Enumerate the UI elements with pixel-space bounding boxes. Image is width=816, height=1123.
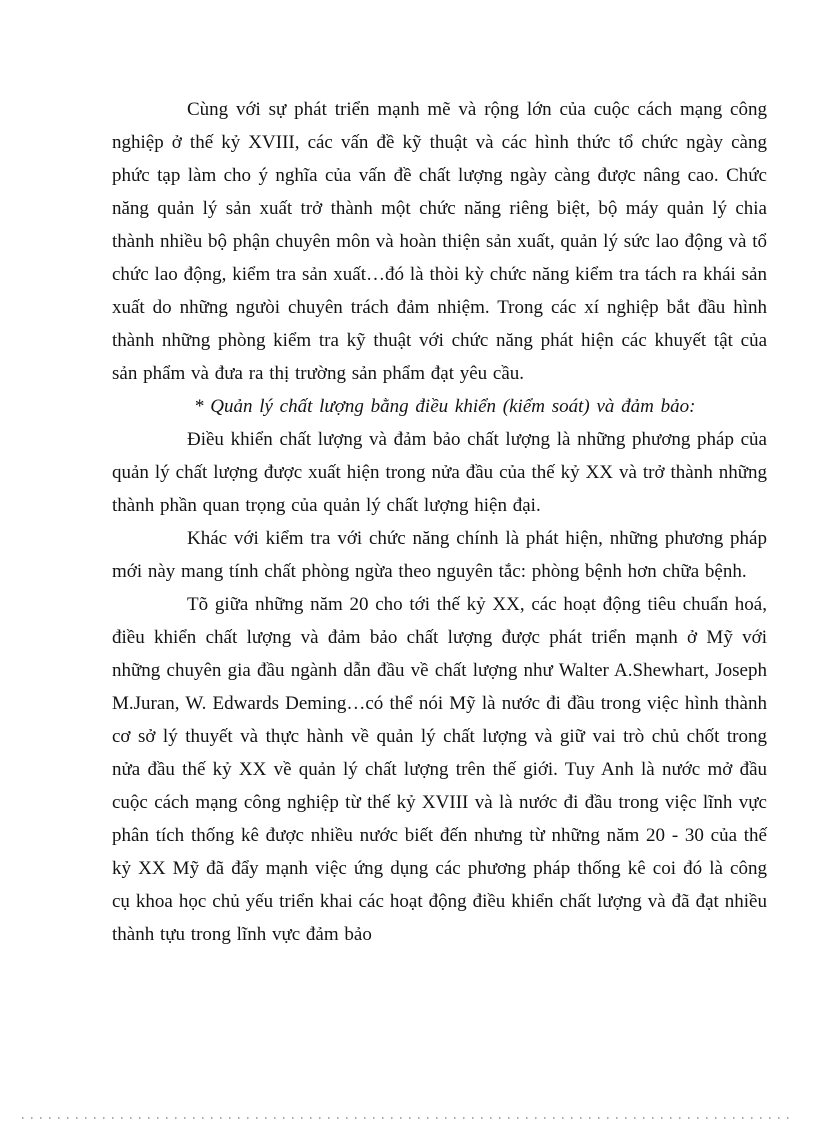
paragraph: Tõ giữa những năm 20 cho tới thế kỷ XX, các hoạt động tiêu chuẩn hoá, điều khiển chất lượng và đảm bảo chất lượng được phát triển mạnh ở Mỹ với những chuyên gia đầu ngành dẫn đầu về chất lượng như Walter A.Shewhart, Joseph M.Juran, W. Edwards Deming…có thể nói Mỹ là nước đi đầu trong việc hình thành cơ sở lý thuyết và thực hành về quản lý chất lượng và giữ vai trò chủ chốt trong nửa đầu thế kỷ XX về quản lý chất lượng trên thế giới. Tuy Anh là nước mở đầu cuộc cách mạng công nghiệp từ thế kỷ XVIII và là nước đi đầu trong việc lĩnh vực phân tích thống kê được nhiều nước biết đến nhưng từ những năm 20 - 30 của thế kỷ XX Mỹ đã đẩy mạnh việc ứng dụng các phương pháp thống kê coi đó là công cụ khoa học chủ yếu triển khai các hoạt động điều khiển chất lượng và đã đạt nhiều thành tựu trong lĩnh vực đảm bảo: [112, 594, 767, 945]
paragraph: Khác với kiểm tra với chức năng chính là phát hiện, những phương pháp mới này mang tính chất phòng ngừa theo nguyên tắc: phòng bệnh hơn chữa bệnh.: [112, 528, 767, 582]
paragraph: Cùng với sự phát triển mạnh mẽ và rộng lớn của cuộc cách mạng công nghiệp ở thế kỷ XVIII, các vấn đề kỹ thuật và các hình thức tổ chức ngày càng phức tạp làm cho ý nghĩa của vấn đề chất lượng ngày càng được nâng cao. Chức năng quản lý sản xuất trở thành một chức năng riêng biệt, bộ máy quản lý chia thành nhiều bộ phận chuyên môn và hoàn thiện sản xuất, quản lý sức lao động và tổ chức lao động, kiểm tra sản xuất…đó là thòi kỳ chức năng kiểm tra tách ra khái sản xuất do những ngưòi chuyên trách đảm nhiệm. Trong các xí nghiệp bắt đầu hình thành những phòng kiểm tra kỹ thuật với chức năng phát hiện các khuyết tật của sản phẩm và đưa ra thị trường sản phẩm đạt yêu cầu.: [112, 99, 767, 384]
footer-dotted-rule: [22, 1117, 794, 1119]
paragraph: Điều khiển chất lượng và đảm bảo chất lượng là những phương pháp của quản lý chất lượng được xuất hiện trong nửa đầu của thế kỷ XX và trở thành những thành phần quan trọng của quản lý chất lượng hiện đại.: [112, 429, 767, 516]
document-body: [112, 93, 767, 951]
section-heading: * Quản lý chất lượng bằng điều khiển (kiểm soát) và đảm bảo:: [194, 396, 696, 417]
